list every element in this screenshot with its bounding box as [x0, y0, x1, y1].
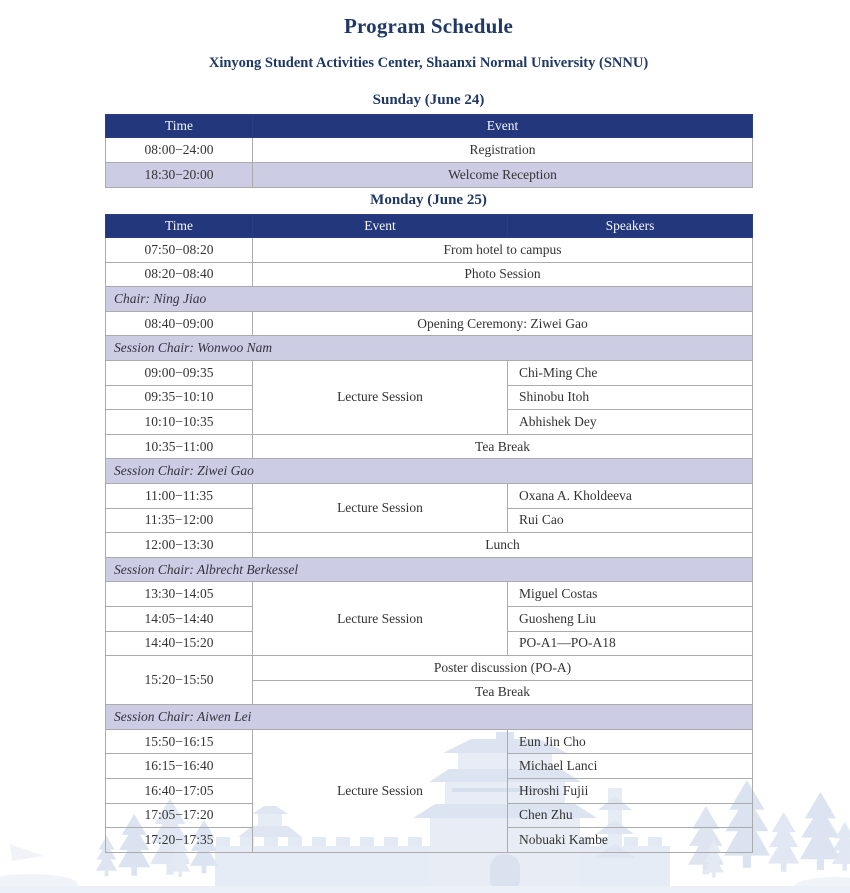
monday-header-row [106, 215, 753, 238]
chair-label: Chair: Ning Jiao [106, 287, 753, 312]
time-cell: 10:35−11:00 [106, 434, 253, 459]
time-cell: 12:00−13:30 [106, 533, 253, 558]
monday-table [105, 214, 753, 853]
table-row [106, 238, 753, 263]
event-cell: Lunch [253, 533, 753, 558]
time-cell: 15:20−15:50 [106, 656, 253, 705]
page-title: Program Schedule [343, 14, 514, 38]
time-cell: 09:00−09:35 [106, 360, 253, 385]
event-cell: Registration [253, 138, 753, 163]
chair-row [106, 459, 753, 484]
time-cell: 15:50−16:15 [106, 729, 253, 754]
time-cell: 11:00−11:35 [106, 483, 253, 508]
time-cell: 08:00−24:00 [106, 138, 253, 163]
table-row [106, 360, 753, 385]
time-cell: 10:10−10:35 [106, 410, 253, 435]
time-cell: 08:40−09:00 [106, 311, 253, 336]
time-cell: 14:40−15:20 [106, 631, 253, 656]
column-header-event: Event [253, 115, 753, 138]
sunday-heading: Sunday (June 24) [372, 92, 485, 108]
speaker-cell: Rui Cao [508, 508, 753, 533]
chair-label: Session Chair: Ziwei Gao [106, 459, 753, 484]
time-cell: 14:05−14:40 [106, 606, 253, 631]
chair-row [106, 557, 753, 582]
table-row [106, 311, 753, 336]
speaker-cell: Nobuaki Kambe [508, 828, 753, 853]
speaker-cell: Shinobu Itoh [508, 385, 753, 410]
event-cell: Lecture Session [253, 582, 508, 656]
sunday-table [105, 114, 753, 188]
event-cell: Lecture Session [253, 729, 508, 852]
table-row [106, 582, 753, 607]
time-cell: 07:50−08:20 [106, 238, 253, 263]
speaker-cell: Michael Lanci [508, 754, 753, 779]
time-cell: 16:15−16:40 [106, 754, 253, 779]
event-cell: Lecture Session [253, 483, 508, 532]
event-cell: Tea Break [253, 434, 753, 459]
column-header-time: Time [106, 215, 253, 238]
chair-row [106, 287, 753, 312]
time-cell: 18:30−20:00 [106, 163, 253, 188]
speaker-cell: Eun Jin Cho [508, 729, 753, 754]
event-cell: Opening Ceremony: Ziwei Gao [253, 311, 753, 336]
venue-subtitle: Xinyong Student Activities Center, Shaanxi Normal University (SNNU) [208, 55, 649, 71]
chair-row [106, 705, 753, 730]
speaker-cell: Miguel Costas [508, 582, 753, 607]
speaker-cell: Guosheng Liu [508, 606, 753, 631]
column-header-event: Event [253, 215, 508, 238]
time-cell: 17:20−17:35 [106, 828, 253, 853]
speaker-cell: Oxana A. Kholdeeva [508, 483, 753, 508]
table-row [106, 434, 753, 459]
event-cell: From hotel to campus [253, 238, 753, 263]
event-cell: Poster discussion (PO-A) [253, 656, 753, 681]
chair-label: Session Chair: Aiwen Lei [106, 705, 753, 730]
chair-label: Session Chair: Wonwoo Nam [106, 336, 753, 361]
table-row [106, 138, 753, 163]
speaker-cell: Abhishek Dey [508, 410, 753, 435]
table-row [106, 483, 753, 508]
time-cell: 16:40−17:05 [106, 779, 253, 804]
monday-heading: Monday (June 25) [370, 192, 487, 208]
speaker-cell: Hiroshi Fujii [508, 779, 753, 804]
time-cell: 13:30−14:05 [106, 582, 253, 607]
chair-row [106, 336, 753, 361]
speaker-cell: Chi-Ming Che [508, 360, 753, 385]
column-header-speakers: Speakers [508, 215, 753, 238]
speaker-cell: Chen Zhu [508, 803, 753, 828]
table-row [106, 163, 753, 188]
chair-label: Session Chair: Albrecht Berkessel [106, 557, 753, 582]
time-cell: 09:35−10:10 [106, 385, 253, 410]
table-row [106, 656, 753, 681]
time-cell: 08:20−08:40 [106, 262, 253, 287]
time-cell: 11:35−12:00 [106, 508, 253, 533]
speaker-cell: PO-A1—PO-A18 [508, 631, 753, 656]
event-cell: Photo Session [253, 262, 753, 287]
event-cell: Welcome Reception [253, 163, 753, 188]
document-content [105, 13, 752, 853]
sunday-header-row [106, 115, 753, 138]
event-cell: Tea Break [253, 680, 753, 705]
table-row [106, 262, 753, 287]
table-row [106, 533, 753, 558]
table-row [106, 729, 753, 754]
time-cell: 17:05−17:20 [106, 803, 253, 828]
column-header-time: Time [106, 115, 253, 138]
event-cell: Lecture Session [253, 360, 508, 434]
